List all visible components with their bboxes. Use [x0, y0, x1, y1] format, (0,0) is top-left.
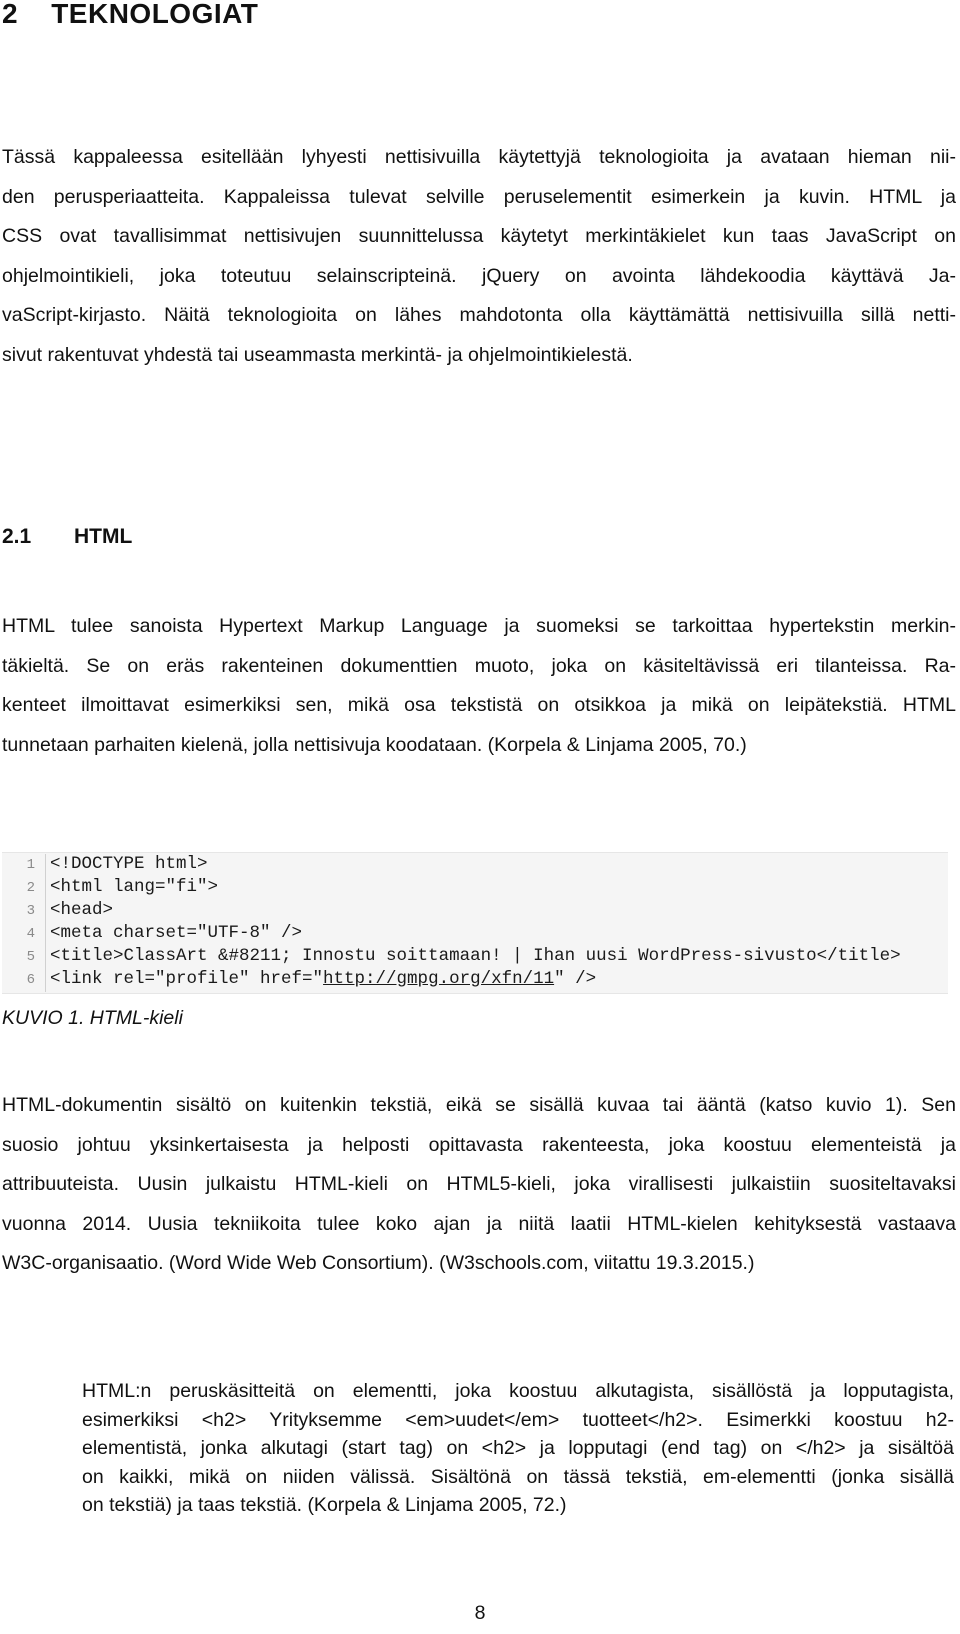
line-number: 5 [2, 946, 46, 969]
line-number: 3 [2, 900, 46, 923]
quote-line: esimerkiksi <h2> Yrityksemme <em>uudet</em> tuotteet</h2>. Esimerkki koostuu h2- [82, 1408, 954, 1431]
code-line [2, 853, 948, 876]
text-line: vuonna 2014. Uusia tekniikoita tulee koko ajan ja niitä laatii HTML-kielen kehityksestä vastaava [2, 1212, 956, 1235]
code-screenshot [2, 852, 948, 994]
page-number: 8 [474, 1602, 486, 1624]
intro-paragraph [2, 138, 956, 375]
line-number: 6 [2, 969, 46, 992]
quote-line: elementistä, jonka alkutagi (start tag) on <h2> ja lopputagi (end tag) on </h2> ja sisältöä [82, 1437, 954, 1459]
code-url-link: http://gmpg.org/xfn/11 [323, 969, 555, 989]
code-text: <!DOCTYPE html> [50, 854, 208, 874]
text-line: vaScript-kirjasto. Näitä teknologioita on lähes mahdotonta olla käyttämättä nettisivuilla sillä netti- [2, 304, 956, 326]
text-line: attribuuteista. Uusin julkaistu HTML-kieli on HTML5-kieli, joka virallisesti julkaistiin suositeltavaksi [2, 1173, 956, 1195]
html-body-paragraph [2, 1086, 956, 1284]
quote-line: on tekstiä) ja taas tekstiä. (Korpela & Linjama 2005, 72.) [82, 1494, 567, 1516]
section-title: HTML [74, 525, 133, 548]
code-line [2, 968, 948, 991]
text-line: suosio johtuu yksinkertaisesta ja helposti opittavasta rakenteesta, joka koostuu elementeistä ja [2, 1133, 956, 1156]
code-text: <meta charset="UTF-8" /> [50, 923, 303, 943]
code-line [2, 899, 948, 922]
chapter-heading [2, 0, 258, 30]
chapter-title: TEKNOLOGIAT [51, 0, 259, 29]
text-line: HTML tulee sanoista Hypertext Markup Language ja suomeksi se tarkoittaa hypertekstin merkin- [2, 615, 956, 637]
block-quote [82, 1377, 954, 1520]
text-line: den perusperiaatteita. Kappaleissa tulevat selville peruselementit esimerkein ja kuvin. HTML ja [2, 185, 956, 208]
text-line: täkieltä. Se on eräs rakenteinen dokumenttien muoto, joka on käsiteltävissä eri tilanteissa. Ra- [2, 654, 956, 677]
quote-line: HTML:n peruskäsitteitä on elementti, joka koostuu alkutagista, sisällöstä ja lopputagista, [82, 1380, 954, 1402]
html-intro-paragraph [2, 607, 956, 765]
line-number: 2 [2, 877, 46, 900]
text-line: ohjelmointikieli, joka toteutuu selainscripteinä. jQuery on avointa lähdekoodia käyttävä Ja- [2, 264, 956, 287]
code-text: <head> [50, 900, 114, 920]
text-line: sivut rakentuvat yhdestä tai useammasta merkintä- ja ohjelmointikielestä. [2, 343, 633, 366]
section-heading [2, 525, 132, 549]
line-number: 4 [2, 923, 46, 946]
quote-line: on kaikki, mikä on niiden välissä. Sisältönä on tässä tekstiä, em-elementti (jonka sisällä [82, 1465, 954, 1488]
text-line: CSS ovat tavallisimmat nettisivujen suunnittelussa käytetyt merkintäkielet kun taas JavaScript on [2, 225, 956, 247]
code-text: <link rel="profile" href=" [50, 969, 324, 989]
text-line: tunnetaan parhaiten kielenä, jolla nettisivuja koodataan. (Korpela & Linjama 2005, 70.) [2, 733, 747, 756]
section-number: 2.1 [2, 525, 32, 548]
text-line: kenteet ilmoittavat esimerkiksi sen, mikä osa tekstistä on otsikkoa ja mikä on leipätekstiä. HTML [2, 694, 956, 716]
figure-caption: KUVIO 1. HTML-kieli [2, 1007, 183, 1029]
text-line: HTML-dokumentin sisältö on kuitenkin tekstiä, eikä se sisällä kuvaa tai ääntä (katso kuvio 1). Sen [2, 1094, 956, 1116]
code-line [2, 945, 948, 968]
code-line [2, 876, 948, 899]
code-text: <html lang="fi"> [50, 877, 219, 897]
line-number: 1 [2, 854, 46, 877]
text-line: Tässä kappaleessa esitellään lyhyesti nettisivuilla käytettyjä teknologioita ja avataan hieman nii- [2, 146, 956, 168]
code-text: <title>ClassArt &#8211; Innostu soittamaan! | Ihan uusi WordPress-sivusto</title> [50, 946, 901, 966]
code-text: " /> [554, 969, 597, 989]
text-line: W3C-organisaatio. (Word Wide Web Consortium). (W3schools.com, viitattu 19.3.2015.) [2, 1252, 755, 1274]
code-line [2, 922, 948, 945]
chapter-number: 2 [2, 0, 19, 29]
